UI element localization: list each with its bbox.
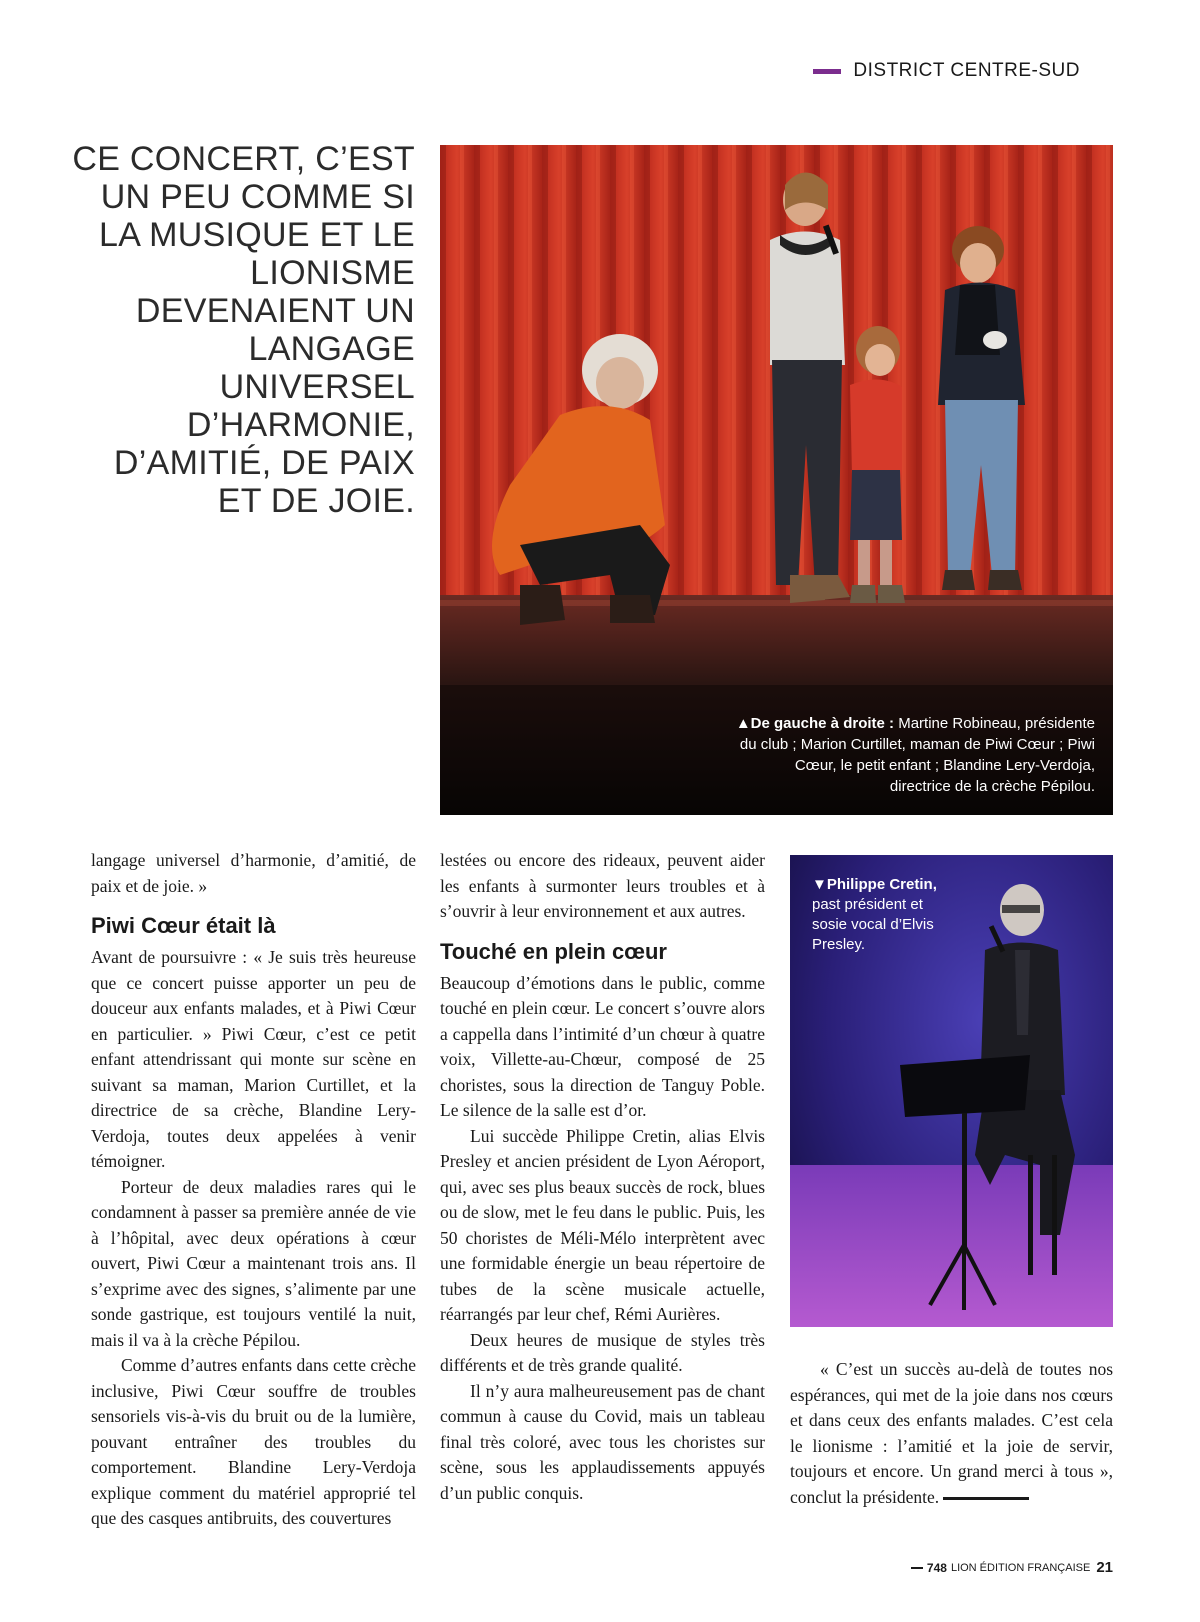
paragraph: langage universel d’harmonie, d’amitié, de paix et de joie. » (91, 850, 416, 896)
issue-number: 748 (926, 1560, 947, 1575)
paragraph: Porteur de deux maladies rares qui le condamnent à passer sa première année de vie à l’hôpital, avec deux opérations à cœur ouvert, Piwi Cœur a maintenant trois ans. Il s’exprime avec des signes, s’alimente par une sonde gastrique, est toujours ventilé la nuit, mais il va à la crèche Pépilou. (91, 1176, 416, 1350)
article-column-2 (440, 848, 765, 1506)
page-footer (911, 1559, 1113, 1576)
section-accent-bar (813, 69, 841, 74)
singer-photo (790, 855, 1113, 1327)
article-column-1 (91, 848, 416, 1532)
paragraph: Lui succède Philippe Cretin, alias Elvis Presley et ancien président de Lyon Aéroport, qui, avec ses plus beaux succès de rock, blues ou de slow, met le feu dans le public. Puis, les 50 choristes de Méli-Mélo interprètent avec une formidable énergie un beau répertoire de tubes de la scène musicale actuelle, réarrangés par leur chef, Rémi Aurières. (440, 1125, 765, 1324)
stage-photo-caption-lead: ▲De gauche à droite : (735, 715, 895, 732)
end-mark (943, 1497, 1029, 1500)
singer-photo-caption-lead: ▼Philippe Cretin, (812, 876, 937, 893)
stage-photo (440, 145, 1113, 815)
singer-photo-caption (812, 875, 952, 955)
stage-photo-caption (735, 713, 1095, 797)
subheading-touche: Touché en plein cœur (440, 938, 667, 964)
publication-name: LION ÉDITION FRANÇAISE (950, 1561, 1091, 1574)
section-header (813, 60, 1080, 82)
paragraph: Comme d’autres enfants dans cette crèche inclusive, Piwi Cœur souffre de troubles sensoriels vis-à-vis du bruit ou de la lumière, pouvant entraîner des troubles du comportement. Blandine Lery-Verdoja explique comment du matériel approprié tel que des casques antibruits, des couvertures (91, 1355, 416, 1528)
article-column-3 (790, 1357, 1113, 1510)
subheading-piwi: Piwi Cœur était là (91, 913, 276, 938)
section-title: DISTRICT CENTRE-SUD (853, 60, 1080, 81)
pull-quote: CE CONCERT, C’EST UN PEU COMME SI LA MUSIQUE ET LE LIONISME DEVENAIENT UN LANGAGE UNIVERSEL D’HARMONIE, D’AMITIÉ, DE PAIX ET DE JOIE. (72, 140, 415, 520)
footer-dash (911, 1567, 923, 1569)
paragraph: Beaucoup d’émotions dans le public, comme touché en plein cœur. Le concert s’ouvre alors a cappella dans l’intimité d’un chœur à quatre voix, Villette-au-Chœur, composé de 25 choristes, sous la direction de Tanguy Poble. Le silence de la salle est d’or. (440, 972, 765, 1120)
closing-quote: « C’est un succès au-delà de toutes nos espérances, qui met de la joie dans nos cœurs et dans ceux des enfants malades. C’est cela le lionisme : l’amitié et la joie de servir, toujours et encore. Un grand merci à tous », conclut la présidente. (790, 1359, 1113, 1507)
paragraph: Il n’y aura malheureusement pas de chant commun à cause du Covid, mais un tableau final très coloré, avec tous les choristes sur scène, sous les applaudissements appuyés d’un public conquis. (440, 1380, 765, 1503)
paragraph: Avant de poursuivre : « Je suis très heureuse que ce concert puisse apporter un peu de douceur aux enfants malades, et à Piwi Cœur en particulier. » Piwi Cœur, c’est ce petit enfant attendrissant qui monte sur scène en suivant sa maman, Marion Curtillet, et la directrice de sa crèche, Blandine Lery-Verdoja, toutes deux appelées à venir témoigner. (91, 947, 416, 1171)
paragraph (790, 1357, 1113, 1510)
stage-photo-caption-text: Martine Robineau, présidente du club ; Marion Curtillet, maman de Piwi Cœur ; Piwi Cœur, le petit enfant ; Blandine Lery-Verdoja, directrice de la crèche Pépilou. (739, 715, 1095, 795)
paragraph: lestées ou encore des rideaux, peuvent aider les enfants à surmonter leurs troubles et à s’ouvrir à leur environnement et aux autres. (440, 850, 765, 921)
singer-photo-caption-text: past président et sosie vocal d’Elvis Presley. (812, 896, 934, 953)
paragraph: Deux heures de musique de styles très différents et de très grande qualité. (440, 1329, 765, 1375)
page-number: 21 (1096, 1559, 1113, 1576)
